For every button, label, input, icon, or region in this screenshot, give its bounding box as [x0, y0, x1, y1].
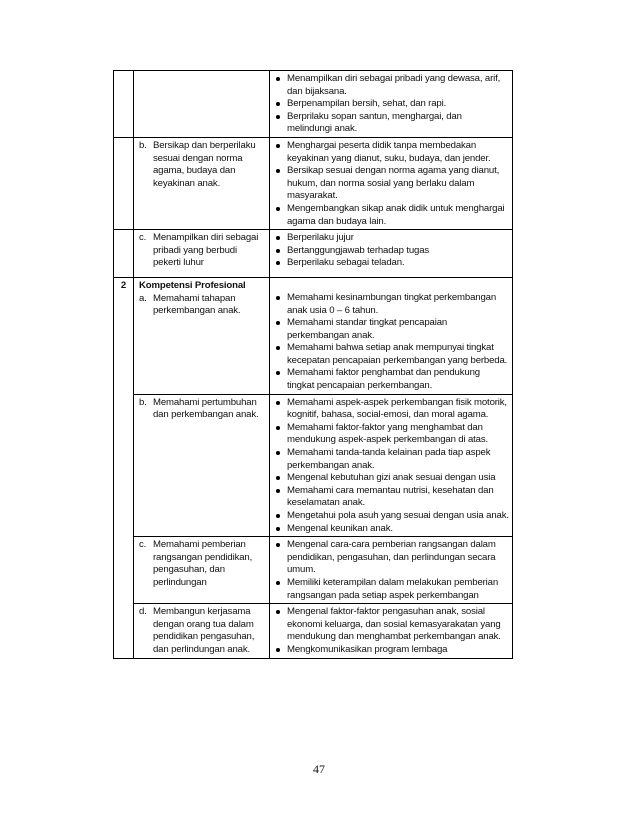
table-row — [114, 137, 513, 229]
competency-text: Memahami tahapan perkembangan anak. — [153, 292, 241, 317]
list-item: Memahami aspek-aspek perkembangan fisik motorik, kognitif, bahasa, social-emosi, dan moral agama. — [273, 397, 509, 422]
competency-cell — [134, 137, 270, 229]
indicator-cell — [270, 277, 513, 394]
competency-cell — [134, 537, 270, 604]
indicator-list — [273, 539, 509, 602]
indicator-cell — [270, 537, 513, 604]
indicator-list — [273, 73, 509, 136]
list-item: Berperilaku sebagai teladan. — [273, 257, 509, 270]
list-item: Berpenampilan bersih, sehat, dan rapi. — [273, 98, 509, 111]
competency-cell — [134, 394, 270, 537]
list-item: Mengenal keunikan anak. — [273, 523, 509, 536]
list-item: Memahami tanda-tanda kelainan pada tiap aspek perkembangan anak. — [273, 447, 509, 472]
list-item: Bertanggungjawab terhadap tugas — [273, 245, 509, 258]
list-item: Mengenal kebutuhan gizi anak sesuai dengan usia — [273, 472, 509, 485]
indicator-cell — [270, 71, 513, 138]
table-row — [114, 604, 513, 658]
item-letter: c. — [139, 232, 147, 244]
list-item: Mengenal cara-cara pemberian rangsangan dalam pendidikan, pengasuhan, dan perlindungan secara umum. — [273, 539, 509, 577]
row-number-cell — [114, 230, 134, 278]
table-row — [114, 71, 513, 138]
list-item: Memahami faktor-faktor yang menghambat dan mendukung aspek-aspek perkembangan di atas. — [273, 422, 509, 447]
competency-text: Memahami pertumbuhan dan perkembangan anak. — [153, 396, 259, 421]
competency-text: Membangun kerjasama dengan orang tua dalam pendidikan pengasuhan, dan perlindungan anak. — [153, 606, 255, 655]
indicator-list — [273, 140, 509, 228]
competency-text: Bersikap dan berperilaku sesuai dengan norma agama, budaya dan keyakinan anak. — [153, 139, 256, 189]
list-item: Memiliki keterampilan dalam melakukan pemberian rangsangan pada setiap aspek perkembangan — [273, 577, 509, 602]
indicator-cell — [270, 230, 513, 278]
item-letter: d. — [139, 606, 147, 618]
item-letter: b. — [139, 139, 147, 151]
list-item: Memahami kesinambungan tingkat perkembangan anak usia 0 – 6 tahun. — [273, 292, 509, 317]
list-item: Menampilkan diri sebagai pribadi yang dewasa, arif, dan bijaksana. — [273, 73, 509, 98]
list-item: Memahami faktor penghambat dan pendukung tingkat pencapaian perkembangan. — [273, 367, 509, 392]
indicator-cell — [270, 394, 513, 537]
indicator-list — [273, 606, 509, 656]
item-letter: c. — [139, 539, 147, 551]
list-item: Memahami bahwa setiap anak mempunyai tingkat kecepatan pencapaian perkembangan yang berbeda. — [273, 342, 509, 367]
row-number-cell — [114, 137, 134, 229]
indicator-list — [273, 232, 509, 270]
section-title: Kompetensi Profesional — [139, 279, 246, 291]
indicator-cell — [270, 137, 513, 229]
list-item: Menghargai peserta didik tanpa membedakan keyakinan yang dianut, suku, budaya, dan jender. — [273, 140, 509, 165]
item-letter: b. — [139, 396, 147, 408]
list-item: Berprilaku sopan santun, menghargai, dan melindungi anak. — [273, 111, 509, 136]
indicator-cell — [270, 604, 513, 658]
indicator-list — [273, 397, 509, 536]
list-item: Bersikap sesuai dengan norma agama yang dianut, hukum, dan norma sosial yang berlaku dalam masyarakat. — [273, 165, 509, 203]
list-item: Memahami standar tingkat pencapaian perkembangan anak. — [273, 317, 509, 342]
competency-cell — [134, 71, 270, 138]
table-row — [114, 537, 513, 604]
competency-cell — [134, 277, 270, 394]
competency-text: Memahami pemberian rangsangan pendidikan, pengasuhan, dan perlindungan — [153, 539, 253, 588]
list-item: Mengenal faktor-faktor pengasuhan anak, sosial ekonomi keluarga, dan sosial kemasyarakatan yang mendukung dan menghambat perkembangan anak. — [273, 606, 509, 644]
competency-text: Menampilkan diri sebagai pribadi yang berbudi pekerti luhur — [153, 232, 259, 269]
list-item: Memahami cara memantau nutrisi, kesehatan dan keselamatan anak. — [273, 485, 509, 510]
indicator-list — [273, 292, 509, 393]
list-item: Berperilaku jujur — [273, 232, 509, 245]
item-letter: a. — [139, 292, 147, 304]
list-item: Mengembangkan sikap anak didik untuk menghargai agama dan budaya lain. — [273, 203, 509, 228]
page-number: 47 — [313, 762, 325, 776]
table-row — [114, 394, 513, 537]
list-item: Mengkomunikasikan program lembaga — [273, 644, 509, 657]
section-number: 2 — [114, 277, 134, 658]
table-row — [114, 230, 513, 278]
competency-table — [113, 70, 513, 659]
list-item: Mengetahui pola asuh yang sesuai dengan usia anak. — [273, 510, 509, 523]
table-row — [114, 277, 513, 394]
row-number-cell — [114, 71, 134, 138]
competency-cell — [134, 230, 270, 278]
competency-cell — [134, 604, 270, 658]
